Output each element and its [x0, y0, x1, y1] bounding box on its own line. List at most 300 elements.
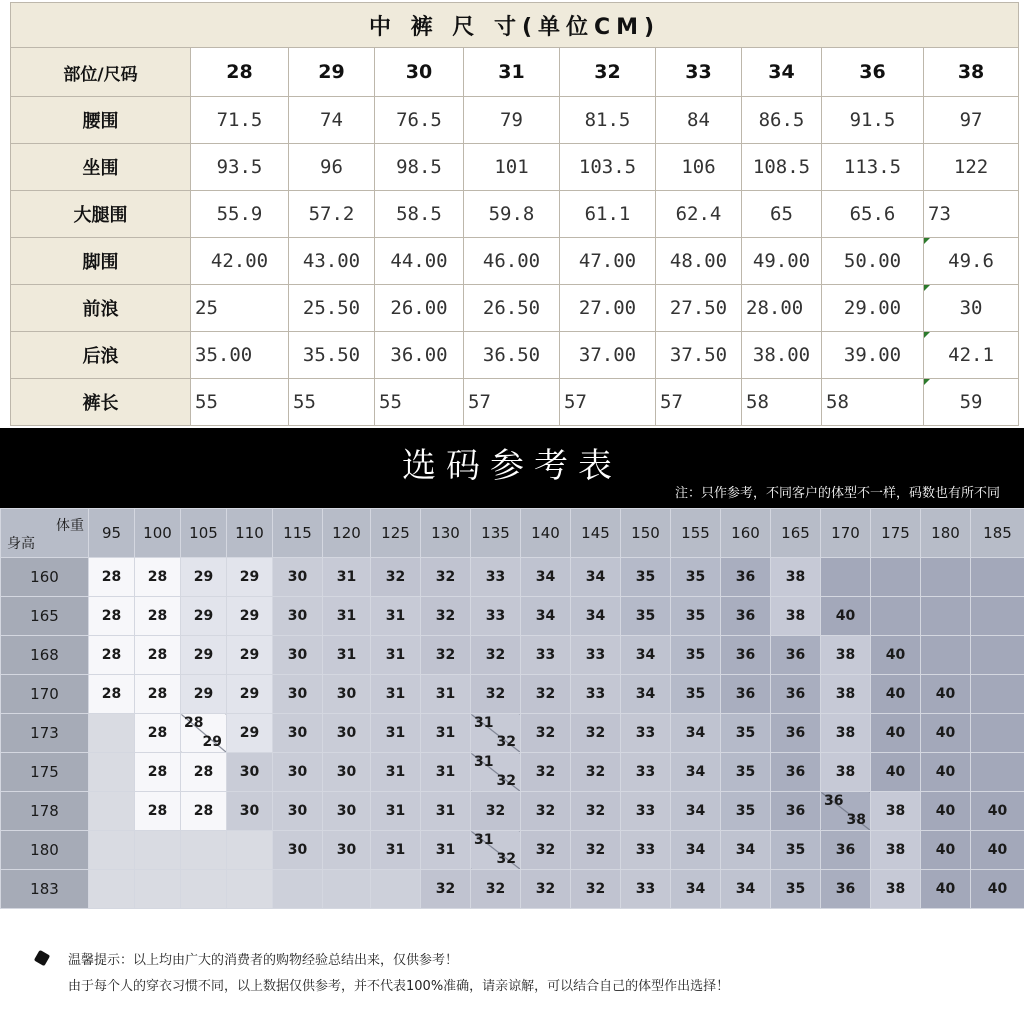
size-cell: 31: [323, 597, 371, 636]
measurement-label: 腰围: [11, 97, 191, 144]
empty-cell: [89, 831, 135, 870]
size-cell: 29: [181, 675, 227, 714]
size-cell: 40: [971, 870, 1024, 909]
empty-cell: [227, 831, 273, 870]
weight-header-cell: 160: [721, 509, 771, 558]
height-row: [1, 636, 1024, 675]
split-size-lower: 32: [496, 734, 516, 750]
size-cell: 32: [371, 558, 421, 597]
measurement-value: 84: [656, 97, 742, 144]
size-cell: 34: [671, 753, 721, 792]
measurement-value: 73: [924, 191, 1019, 238]
measurement-row: [11, 238, 1019, 285]
size-cell: 31: [371, 636, 421, 675]
size-cell: 38: [821, 675, 871, 714]
size-cell: 40: [921, 753, 971, 792]
size-cell: 38: [821, 714, 871, 753]
size-cell: 31: [371, 831, 421, 870]
measurement-value: 55: [191, 379, 289, 426]
empty-cell: [921, 558, 971, 597]
size-cell: 40: [921, 831, 971, 870]
measurement-value: 74: [289, 97, 375, 144]
size-cell: 32: [521, 870, 571, 909]
measurement-table: [10, 2, 1019, 426]
size-cell: 36: [771, 714, 821, 753]
size-cell: 38: [771, 558, 821, 597]
split-size-upper: 31: [474, 715, 494, 731]
split-size-lower: 32: [496, 773, 516, 789]
size-cell: 34: [671, 714, 721, 753]
size-cell: 40: [921, 792, 971, 831]
size-cell: 34: [571, 597, 621, 636]
size-cell: 32: [521, 675, 571, 714]
height-row: [1, 870, 1024, 909]
size-cell: 33: [571, 636, 621, 675]
measurement-value: 58: [822, 379, 924, 426]
measurement-value: 113.5: [822, 144, 924, 191]
height-row: [1, 675, 1024, 714]
weight-header-cell: 150: [621, 509, 671, 558]
split-size-lower: 29: [202, 734, 222, 750]
measurement-value: 27.00: [560, 285, 656, 332]
measurement-label: 裤长: [11, 379, 191, 426]
size-guide-banner: [0, 428, 1024, 508]
size-header-cell: 28: [191, 48, 289, 97]
size-cell: 32: [571, 831, 621, 870]
size-cell: 29: [227, 675, 273, 714]
size-cell: 34: [521, 558, 571, 597]
measurement-value: 39.00: [822, 332, 924, 379]
measurement-row: [11, 332, 1019, 379]
size-cell: 28: [135, 753, 181, 792]
measurement-value: 49.6: [924, 238, 1019, 285]
height-axis-label: 身高: [7, 536, 35, 552]
split-size-lower: 32: [496, 851, 516, 867]
measurement-value: 42.00: [191, 238, 289, 285]
size-cell: 36: [721, 636, 771, 675]
size-cell: 31: [371, 714, 421, 753]
size-cell: 31: [421, 831, 471, 870]
measurement-value: 93.5: [191, 144, 289, 191]
size-cell: 35: [671, 675, 721, 714]
split-size-lower: 38: [846, 812, 866, 828]
weight-header-cell: 130: [421, 509, 471, 558]
size-cell: 30: [273, 597, 323, 636]
size-cell: 34: [671, 870, 721, 909]
size-cell: 34: [621, 636, 671, 675]
measurement-value: 38.00: [742, 332, 822, 379]
size-cell: 29: [181, 597, 227, 636]
size-cell: 33: [621, 714, 671, 753]
measurement-value: 81.5: [560, 97, 656, 144]
measurement-value: 26.50: [464, 285, 560, 332]
measurement-value: 86.5: [742, 97, 822, 144]
size-cell: 32: [571, 870, 621, 909]
size-cell: 33: [471, 597, 521, 636]
size-cell: 38: [771, 597, 821, 636]
measurement-row: [11, 97, 1019, 144]
size-cell: 28: [135, 792, 181, 831]
pants-size-table: [10, 2, 1018, 422]
measurement-value: 122: [924, 144, 1019, 191]
size-cell: 34: [721, 831, 771, 870]
size-cell: 35: [621, 558, 671, 597]
size-cell: 35: [671, 558, 721, 597]
size-cell: 28: [181, 753, 227, 792]
size-header-cell: 30: [375, 48, 464, 97]
size-cell: 29: [181, 636, 227, 675]
weight-header-cell: 155: [671, 509, 721, 558]
size-cell: 31: [323, 558, 371, 597]
empty-cell: [971, 636, 1024, 675]
split-size-upper: 31: [474, 754, 494, 770]
size-cell: 33: [521, 636, 571, 675]
empty-cell: [89, 792, 135, 831]
size-cell: 32: [521, 714, 571, 753]
weight-header-cell: 100: [135, 509, 181, 558]
size-cell: 33: [571, 675, 621, 714]
grid-corner: [1, 509, 89, 558]
size-cell: 29: [227, 714, 273, 753]
size-header-row: [11, 48, 1019, 97]
size-cell: 34: [621, 675, 671, 714]
measurement-value: 57: [464, 379, 560, 426]
size-cell: 28: [135, 636, 181, 675]
size-cell: 36: [721, 558, 771, 597]
measurement-value: 37.50: [656, 332, 742, 379]
empty-cell: [971, 714, 1024, 753]
size-cell: 32: [521, 831, 571, 870]
size-cell: 28: [135, 597, 181, 636]
weight-header-cell: 170: [821, 509, 871, 558]
size-cell: 33: [471, 558, 521, 597]
measurement-value: 46.00: [464, 238, 560, 285]
measurement-value: 26.00: [375, 285, 464, 332]
measurement-value: 29.00: [822, 285, 924, 332]
bullet-icon: [34, 950, 50, 966]
size-cell: 30: [273, 792, 323, 831]
empty-cell: [821, 558, 871, 597]
size-header-cell: 29: [289, 48, 375, 97]
size-cell: 28: [89, 636, 135, 675]
empty-cell: [971, 558, 1024, 597]
measurement-row: [11, 144, 1019, 191]
banner-note: 注：只作参考，不同客户的体型不一样，码数也有所不同: [674, 486, 1000, 501]
measurement-label: 坐围: [11, 144, 191, 191]
measurement-value: 36.50: [464, 332, 560, 379]
measurement-value: 57.2: [289, 191, 375, 238]
height-label: 168: [1, 636, 89, 675]
size-cell: 34: [671, 792, 721, 831]
weight-header-cell: 175: [871, 509, 921, 558]
size-cell: 31: [371, 792, 421, 831]
size-cell: 28: [135, 675, 181, 714]
empty-cell: [273, 870, 323, 909]
measurement-value: 79: [464, 97, 560, 144]
measurement-label: 前浪: [11, 285, 191, 332]
measurement-value: 62.4: [656, 191, 742, 238]
size-cell: 40: [921, 675, 971, 714]
height-row: [1, 714, 1024, 753]
empty-cell: [921, 636, 971, 675]
size-cell: 40: [971, 831, 1024, 870]
empty-cell: [871, 558, 921, 597]
measurement-value: 25.50: [289, 285, 375, 332]
size-cell: 40: [871, 753, 921, 792]
weight-header-cell: 140: [521, 509, 571, 558]
empty-cell: [135, 831, 181, 870]
size-cell: 36: [771, 675, 821, 714]
measurement-row: [11, 191, 1019, 238]
empty-cell: [89, 870, 135, 909]
size-cell: 32: [471, 675, 521, 714]
measurement-value: 98.5: [375, 144, 464, 191]
size-cell: 28: [135, 558, 181, 597]
measurement-value: 108.5: [742, 144, 822, 191]
measurement-value: 97: [924, 97, 1019, 144]
measurement-value: 47.00: [560, 238, 656, 285]
size-cell: 32: [521, 792, 571, 831]
size-cell: 31: [371, 753, 421, 792]
measurement-value: 28.00: [742, 285, 822, 332]
measurement-value: 61.1: [560, 191, 656, 238]
size-cell: 40: [921, 870, 971, 909]
weight-header-cell: 120: [323, 509, 371, 558]
size-cell: 38: [821, 636, 871, 675]
split-size-cell: [471, 753, 521, 792]
size-cell: 35: [621, 597, 671, 636]
size-cell: 35: [721, 792, 771, 831]
weight-axis-label: 体重: [56, 518, 84, 534]
size-header-cell: 31: [464, 48, 560, 97]
weight-header-cell: 95: [89, 509, 135, 558]
measurement-value: 65.6: [822, 191, 924, 238]
height-row: [1, 753, 1024, 792]
size-cell: 32: [421, 636, 471, 675]
size-cell: 30: [323, 753, 371, 792]
measurement-value: 71.5: [191, 97, 289, 144]
empty-cell: [371, 870, 421, 909]
size-cell: 34: [521, 597, 571, 636]
size-cell: 40: [871, 714, 921, 753]
size-cell: 38: [871, 792, 921, 831]
size-cell: 35: [771, 831, 821, 870]
size-cell: 33: [621, 753, 671, 792]
size-cell: 40: [871, 675, 921, 714]
size-cell: 35: [721, 714, 771, 753]
split-size-cell: [471, 831, 521, 870]
size-cell: 30: [273, 636, 323, 675]
size-cell: 29: [181, 558, 227, 597]
tip-line-2: 由于每个人的穿衣习惯不同，以上数据仅供参考，并不代表100%准确，请亲谅解，可以结合自己的体型作出选择！: [68, 979, 730, 994]
weight-header-cell: 105: [181, 509, 227, 558]
size-cell: 30: [273, 714, 323, 753]
measurement-value: 101: [464, 144, 560, 191]
size-cell: 30: [273, 753, 323, 792]
empty-cell: [89, 753, 135, 792]
size-cell: 33: [621, 831, 671, 870]
split-size-cell: [821, 792, 871, 831]
measurement-value: 65: [742, 191, 822, 238]
size-cell: 34: [671, 831, 721, 870]
size-cell: 36: [771, 753, 821, 792]
size-cell: 30: [323, 714, 371, 753]
size-cell: 32: [571, 714, 621, 753]
weight-header-cell: 125: [371, 509, 421, 558]
split-size-cell: [471, 714, 521, 753]
weight-header-cell: 185: [971, 509, 1024, 558]
size-cell: 32: [571, 753, 621, 792]
measurement-value: 57: [560, 379, 656, 426]
size-cell: 31: [323, 636, 371, 675]
measurement-value: 25: [191, 285, 289, 332]
size-cell: 31: [421, 675, 471, 714]
weight-header-cell: 145: [571, 509, 621, 558]
size-cell: 31: [371, 675, 421, 714]
size-header-cell: 32: [560, 48, 656, 97]
measurement-value: 35.50: [289, 332, 375, 379]
split-size-upper: 36: [824, 793, 844, 809]
size-cell: 30: [323, 675, 371, 714]
measurement-value: 37.00: [560, 332, 656, 379]
height-row: [1, 792, 1024, 831]
weight-header-row: [1, 509, 1024, 558]
size-cell: 31: [421, 753, 471, 792]
size-cell: 36: [771, 792, 821, 831]
size-cell: 30: [227, 792, 273, 831]
size-cell: 29: [227, 636, 273, 675]
measurement-value: 35.00: [191, 332, 289, 379]
measurement-value: 36.00: [375, 332, 464, 379]
height-row: [1, 558, 1024, 597]
size-cell: 29: [227, 597, 273, 636]
size-cell: 29: [227, 558, 273, 597]
measurement-value: 91.5: [822, 97, 924, 144]
empty-cell: [181, 831, 227, 870]
size-cell: 30: [273, 831, 323, 870]
empty-cell: [181, 870, 227, 909]
corner-label: 部位/尺码: [11, 48, 191, 97]
size-cell: 35: [671, 636, 721, 675]
empty-cell: [971, 675, 1024, 714]
weight-header-cell: 180: [921, 509, 971, 558]
size-cell: 32: [421, 597, 471, 636]
size-cell: 30: [227, 753, 273, 792]
measurement-value: 55: [375, 379, 464, 426]
split-size-cell: [181, 714, 227, 753]
measurement-label: 后浪: [11, 332, 191, 379]
size-cell: 40: [971, 792, 1024, 831]
size-cell: 28: [89, 675, 135, 714]
size-cell: 38: [821, 753, 871, 792]
empty-cell: [323, 870, 371, 909]
height-row: [1, 597, 1024, 636]
size-cell: 34: [571, 558, 621, 597]
measurement-value: 57: [656, 379, 742, 426]
height-label: 173: [1, 714, 89, 753]
size-cell: 31: [421, 792, 471, 831]
size-header-cell: 34: [742, 48, 822, 97]
height-row: [1, 831, 1024, 870]
measurement-value: 58: [742, 379, 822, 426]
size-cell: 32: [521, 753, 571, 792]
measurement-value: 49.00: [742, 238, 822, 285]
weight-header-cell: 110: [227, 509, 273, 558]
size-cell: 36: [821, 870, 871, 909]
size-cell: 30: [323, 792, 371, 831]
measurement-value: 96: [289, 144, 375, 191]
tip-line-1: 温馨提示：以上均由广大的消费者的购物经验总结出来，仅供参考！: [68, 953, 459, 968]
measurement-value: 55: [289, 379, 375, 426]
height-label: 178: [1, 792, 89, 831]
size-recommendation-grid: [0, 508, 1024, 918]
measurement-value: 42.1: [924, 332, 1019, 379]
size-cell: 35: [721, 753, 771, 792]
measurement-value: 59: [924, 379, 1019, 426]
height-weight-table: [0, 508, 1024, 909]
size-cell: 35: [671, 597, 721, 636]
size-cell: 28: [89, 597, 135, 636]
measurement-row: [11, 379, 1019, 426]
size-cell: 36: [771, 636, 821, 675]
weight-header-cell: 135: [471, 509, 521, 558]
measurement-label: 大腿围: [11, 191, 191, 238]
measurement-value: 76.5: [375, 97, 464, 144]
measurement-value: 59.8: [464, 191, 560, 238]
size-cell: 34: [721, 870, 771, 909]
weight-header-cell: 115: [273, 509, 323, 558]
size-cell: 31: [421, 714, 471, 753]
measurement-value: 48.00: [656, 238, 742, 285]
size-header-cell: 33: [656, 48, 742, 97]
footer-tips: [0, 918, 1024, 1012]
empty-cell: [971, 753, 1024, 792]
empty-cell: [871, 597, 921, 636]
size-cell: 32: [471, 792, 521, 831]
size-cell: 36: [821, 831, 871, 870]
empty-cell: [971, 597, 1024, 636]
measurement-value: 44.00: [375, 238, 464, 285]
size-cell: 38: [871, 831, 921, 870]
empty-cell: [135, 870, 181, 909]
empty-cell: [89, 714, 135, 753]
size-cell: 40: [871, 636, 921, 675]
banner-title: 选码参考表: [402, 446, 622, 486]
size-header-cell: 36: [822, 48, 924, 97]
measurement-value: 106: [656, 144, 742, 191]
size-header-cell: 38: [924, 48, 1019, 97]
size-cell: 33: [621, 792, 671, 831]
weight-header-cell: 165: [771, 509, 821, 558]
size-cell: 38: [871, 870, 921, 909]
size-cell: 30: [273, 675, 323, 714]
size-cell: 36: [721, 597, 771, 636]
height-label: 165: [1, 597, 89, 636]
measurement-value: 55.9: [191, 191, 289, 238]
size-cell: 28: [89, 558, 135, 597]
size-cell: 28: [135, 714, 181, 753]
measurement-value: 50.00: [822, 238, 924, 285]
size-cell: 35: [771, 870, 821, 909]
height-label: 160: [1, 558, 89, 597]
size-cell: 32: [571, 792, 621, 831]
height-label: 170: [1, 675, 89, 714]
height-label: 175: [1, 753, 89, 792]
height-label: 180: [1, 831, 89, 870]
size-cell: 32: [471, 870, 521, 909]
empty-cell: [227, 870, 273, 909]
table-title: 中 裤 尺 寸(单位CM): [11, 3, 1019, 48]
